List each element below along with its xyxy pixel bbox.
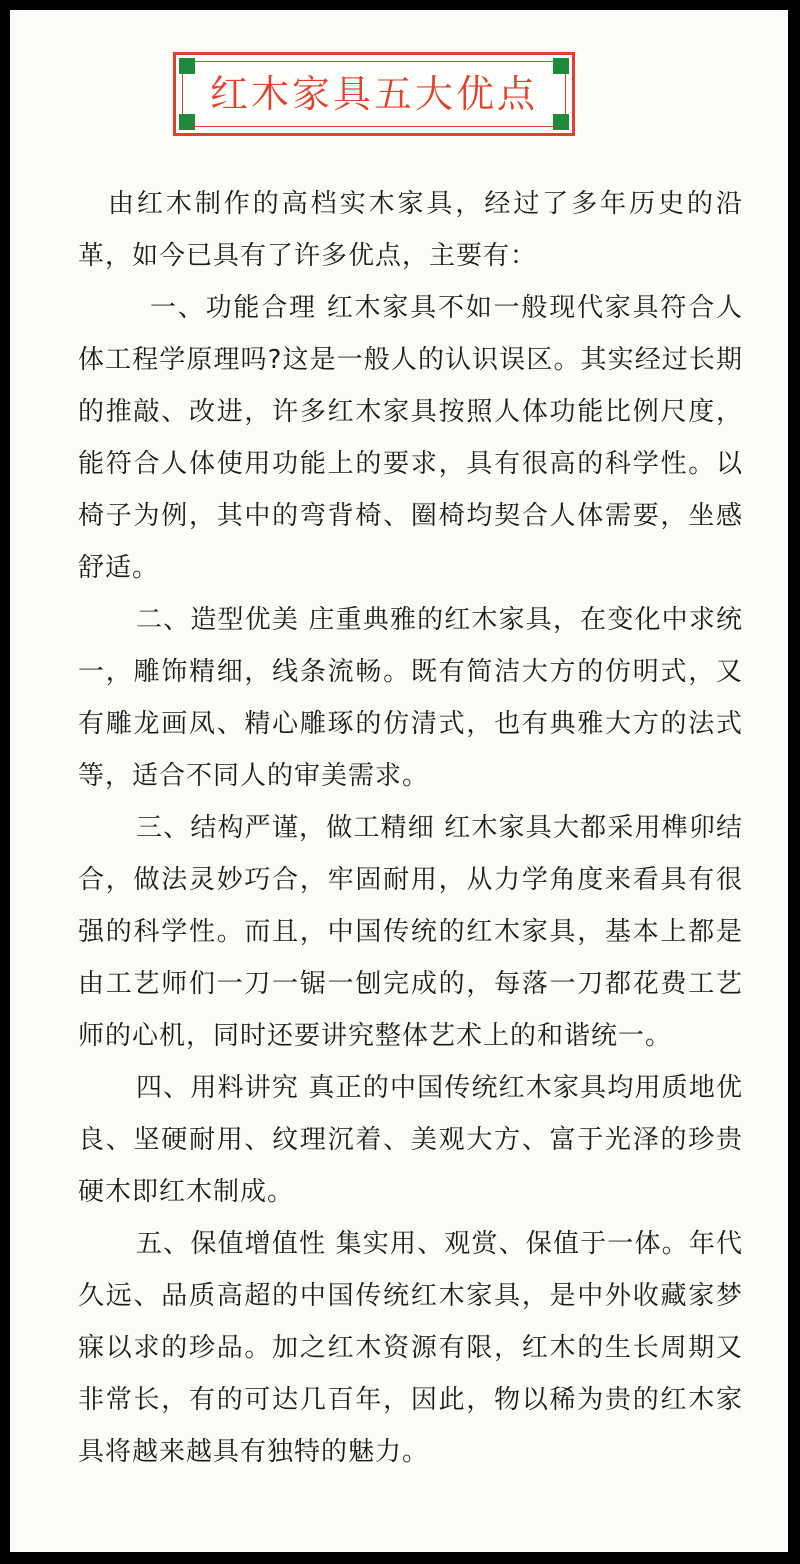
intro-paragraph: 由红木制作的高档实木家具，经过了多年历史的沿革，如今已具有了许多优点，主要有：	[78, 189, 743, 271]
point-paragraph-2: 二、造型优美 庄重典雅的红木家具，在变化中求统一，雕饰精细，线条流畅。既有简洁大方的仿明式，又有雕龙画凤、精心雕琢的仿清式，也有典雅大方的法式等，适合不同人的审美需求。	[78, 605, 743, 791]
point-paragraph-3: 三、结构严谨，做工精细 红木家具大都采用榫卯结合，做法灵妙巧合，牢固耐用，从力学角度来看具有很强的科学性。而且，中国传统的红木家具，基本上都是由工艺师们一刀一锯一刨完成的，每落一刀都花费工艺师的心机，同时还要讲究整体艺术上的和谐统一。	[78, 813, 743, 1051]
point-paragraph-4: 四、用料讲究 真正的中国传统红木家具均用质地优良、坚硬耐用、纹理沉着、美观大方、富于光泽的珍贵硬木即红木制成。	[78, 1073, 743, 1207]
document-page	[10, 10, 788, 1552]
body-text	[78, 178, 743, 1478]
title-frame	[173, 52, 575, 136]
point-paragraph-5: 五、保值增值性 集实用、观赏、保值于一体。年代久远、品质高超的中国传统红木家具，是中外收藏家梦寐以求的珍品。加之红木资源有限，红木的生长周期又非常长，有的可达几百年，因此，物以稀为贵的红木家具将越来越具有独特的魅力。	[78, 1229, 743, 1467]
point-paragraph-1: 一、功能合理 红木家具不如一般现代家具符合人体工程学原理吗?这是一般人的认识误区。其实经过长期的推敲、改进，许多红木家具按照人体功能比例尺度，能符合人体使用功能上的要求，具有很高的科学性。以椅子为例，其中的弯背椅、圈椅均契合人体需要，坐感舒适。	[78, 293, 743, 583]
page-title: 红木家具五大优点	[209, 72, 538, 116]
